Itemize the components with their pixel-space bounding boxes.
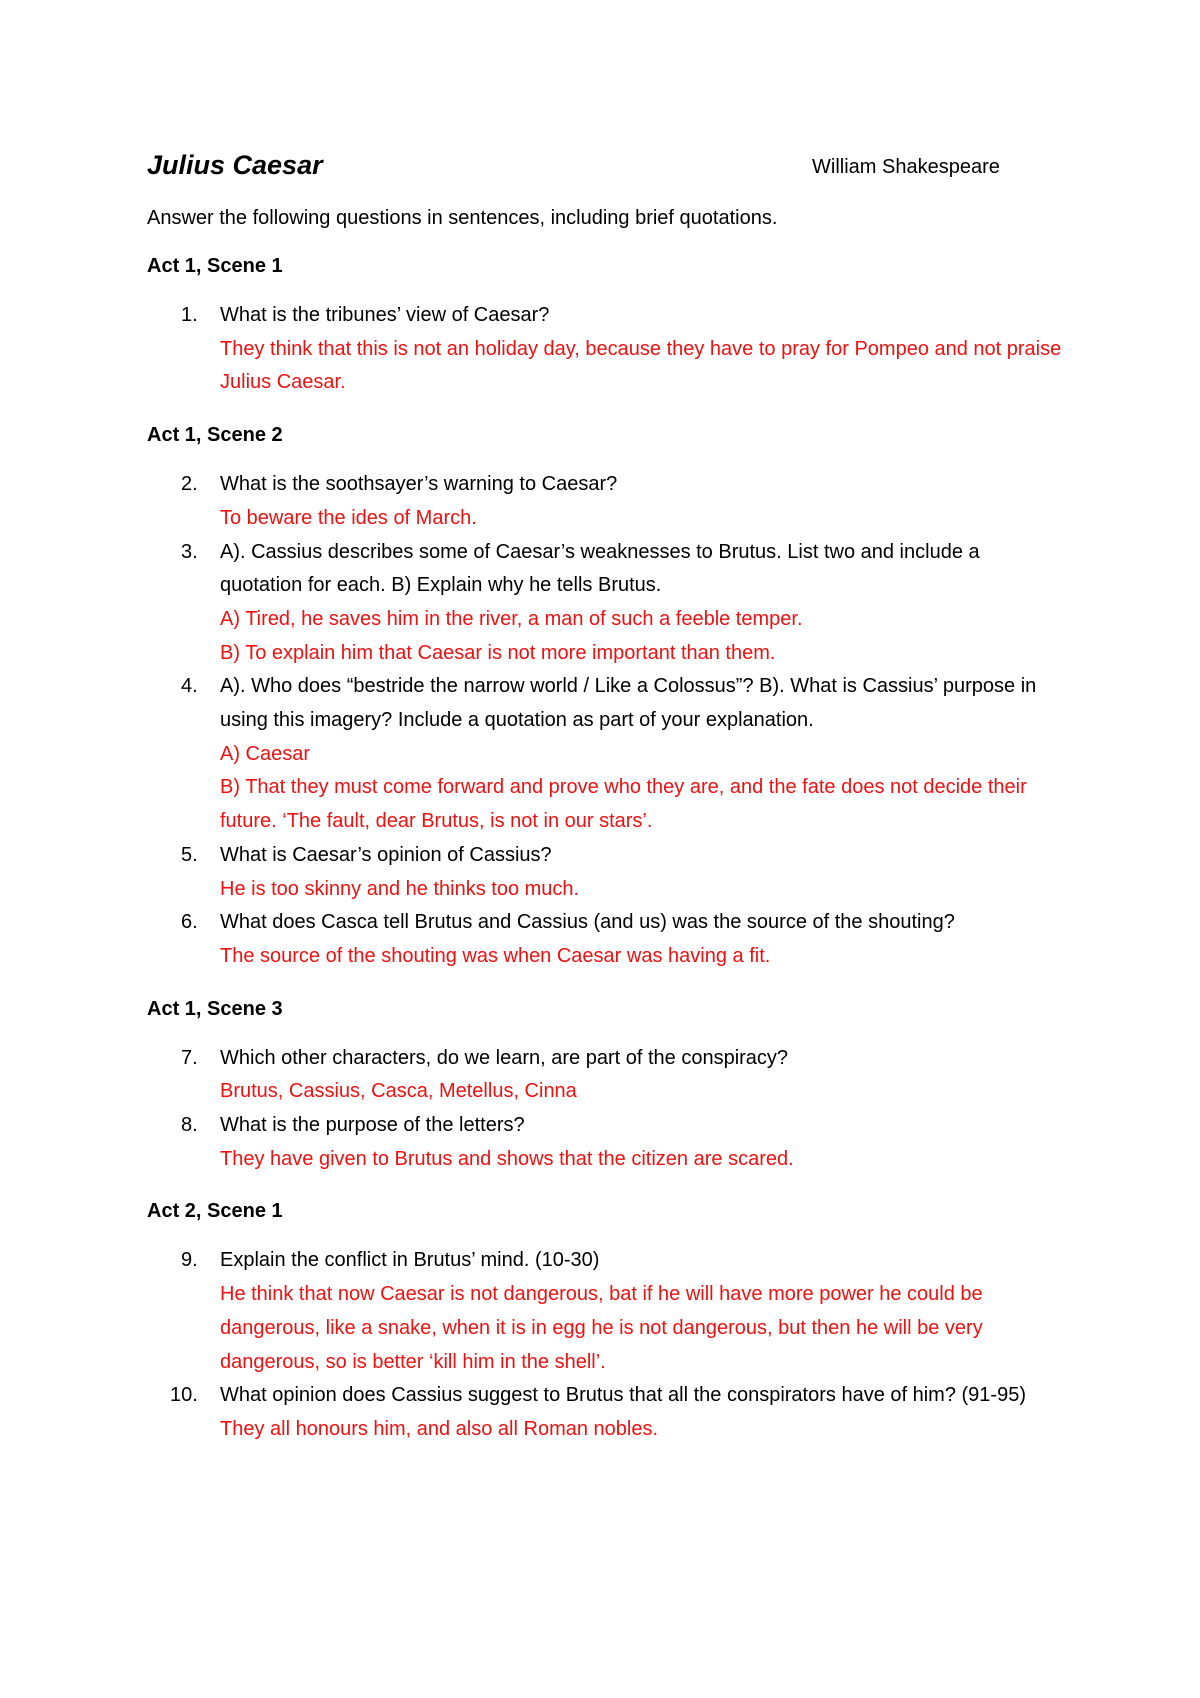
question-number: 2. [181, 473, 198, 496]
section-heading: Act 1, Scene 2 [147, 424, 283, 447]
question-text: What is the soothsayer’s warning to Caesar? [220, 473, 618, 496]
question-number: 4. [181, 675, 198, 698]
question-item [147, 906, 1067, 973]
question-number: 9. [181, 1249, 198, 1272]
question-number: 6. [181, 911, 198, 934]
question-text: A). Cassius describes some of Caesar’s weaknesses to Brutus. List two and include a quotation for each. B) Explain why he tells Brutus. [220, 540, 980, 597]
question-item [147, 468, 1067, 535]
answer-text: B) That they must come forward and prove who they are, and the fate does not decide their future. ‘The fault, dear Brutus, is not in our stars’. [220, 776, 1027, 833]
question-text: Which other characters, do we learn, are part of the conspiracy? [220, 1046, 789, 1069]
question-item [147, 670, 1067, 839]
question-sections [147, 253, 1067, 1447]
question-item [147, 1244, 1067, 1379]
question-text: What is the purpose of the letters? [220, 1114, 525, 1137]
question-item [147, 839, 1067, 906]
document-header [147, 148, 1067, 188]
question-number: 8. [181, 1114, 198, 1137]
question-text: What is the tribunes’ view of Caesar? [220, 304, 550, 326]
section-heading: Act 1, Scene 1 [147, 255, 283, 277]
section-act-scene [147, 1198, 1067, 1446]
instructions-text: Answer the following questions in sentences, including brief quotations. [147, 207, 778, 229]
section-heading: Act 2, Scene 1 [147, 1200, 283, 1223]
question-item [147, 1109, 1067, 1176]
question-text: A). Who does “bestride the narrow world / Like a Colossus”? B). What is Cassius’ purpose in using this imagery? Include a quotation as part of your explanation. [220, 675, 1037, 732]
answer-text: To beware the ides of March. [220, 506, 477, 529]
question-item [147, 1042, 1067, 1109]
answer-text: A) Caesar [220, 742, 311, 765]
question-number: 3. [181, 540, 198, 563]
question-number: 7. [181, 1046, 198, 1069]
question-number: 10. [170, 1384, 198, 1407]
question-item [147, 299, 1067, 400]
question-item [147, 536, 1067, 671]
answer-text: They have given to Brutus and shows that the citizen are scared. [220, 1147, 794, 1170]
document-author: William Shakespeare [812, 156, 1000, 178]
question-item [147, 1379, 1067, 1446]
section-act-scene [147, 422, 1067, 974]
answer-text: A) Tired, he saves him in the river, a man of such a feeble temper. [220, 607, 803, 630]
question-text: What opinion does Cassius suggest to Brutus that all the conspirators have of him? (91-95) [220, 1384, 1026, 1407]
answer-text: They all honours him, and also all Roman nobles. [220, 1417, 659, 1440]
section-act-scene [147, 253, 1067, 400]
answer-text: B) To explain him that Caesar is not more important than them. [220, 641, 776, 664]
question-number: 5. [181, 843, 198, 866]
answer-text: The source of the shouting was when Caesar was having a fit. [220, 944, 771, 967]
answer-text: He think that now Caesar is not dangerous, bat if he will have more power he could be dangerous, like a snake, when it is in egg he is not dangerous, but then he will be very dangerous, so is better ‘kill him in the shell’. [220, 1283, 983, 1373]
question-text: What is Caesar’s opinion of Cassius? [220, 843, 552, 866]
section-heading: Act 1, Scene 3 [147, 997, 283, 1020]
answer-text: They think that this is not an holiday day, because they have to pray for Pompeo and not praise Julius Caesar. [220, 337, 1062, 394]
section-act-scene [147, 996, 1067, 1177]
document-title: Julius Caesar [147, 150, 323, 180]
worksheet-page [147, 148, 1067, 1447]
question-number: 1. [181, 304, 198, 326]
question-text: What does Casca tell Brutus and Cassius (and us) was the source of the shouting? [220, 911, 955, 934]
question-text: Explain the conflict in Brutus’ mind. (10-30) [220, 1249, 600, 1272]
answer-text: He is too skinny and he thinks too much. [220, 877, 580, 900]
answer-text: Brutus, Cassius, Casca, Metellus, Cinna [220, 1080, 577, 1103]
